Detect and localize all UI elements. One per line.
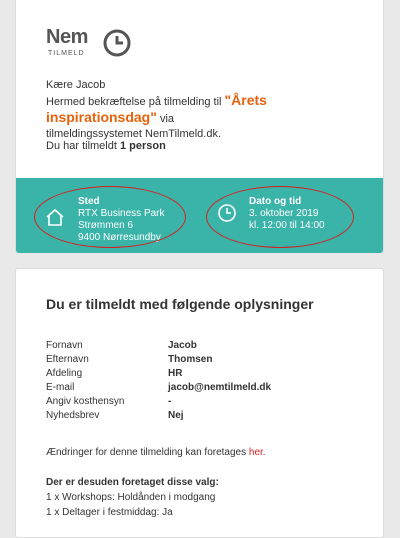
salutation: Kære Jacob — [46, 79, 106, 91]
row-value: Thomsen — [168, 354, 213, 365]
logo-sub: TILMELD — [48, 50, 85, 57]
row-key: E-mail — [46, 382, 75, 393]
details-card — [15, 268, 384, 538]
extra-heading: Der er desuden foretaget disse valg: — [46, 477, 219, 488]
row-value: jacob@nemtilmeld.dk — [168, 382, 272, 393]
table-row — [46, 367, 271, 381]
table-row — [46, 409, 271, 423]
row-key: Nyhedsbrev — [46, 410, 100, 421]
row-value: Jacob — [168, 340, 197, 351]
extra-choice: 1 x Deltager i festmiddag: Ja — [46, 507, 173, 518]
row-key: Afdeling — [46, 368, 83, 379]
row-key: Efternavn — [46, 354, 89, 365]
details-heading: Du er tilmeldt med følgende oplysninger — [46, 296, 314, 312]
system-line: tilmeldingssystemet NemTilmeld.dk. — [46, 128, 222, 140]
date-label: Dato og tid — [249, 196, 302, 207]
place-label: Sted — [78, 196, 100, 207]
changes-link[interactable]: her. — [248, 447, 266, 458]
event-info-bar — [16, 178, 383, 253]
clock-logo-icon — [102, 28, 132, 58]
highlight-ring-place — [34, 186, 186, 248]
date-line1: 3. oktober 2019 — [249, 208, 319, 219]
greeting-text — [46, 78, 376, 142]
registered-line — [46, 140, 166, 152]
row-key: Fornavn — [46, 340, 83, 351]
registered-prefix: Du har tilmeldt — [46, 140, 117, 152]
table-row — [46, 353, 271, 367]
table-row — [46, 395, 271, 409]
extra-choices — [46, 475, 219, 520]
event-name: "Årets inspirationsdag" — [46, 92, 267, 125]
date-line2: kl. 12:00 til 14:00 — [249, 220, 325, 231]
registered-count: 1 person — [119, 140, 166, 152]
confirm-suffix: via — [159, 113, 174, 125]
changes-text: Ændringer for denne tilmelding kan foretages — [46, 447, 247, 458]
table-row — [46, 381, 271, 395]
logo-name: Nem — [46, 26, 88, 48]
row-value: HR — [168, 368, 183, 379]
confirmation-card — [15, 0, 384, 253]
confirm-line — [46, 93, 376, 127]
place-line2: Strømmen 6 — [78, 220, 134, 231]
row-value: - — [168, 396, 172, 407]
row-value: Nej — [168, 410, 184, 421]
place-line3: 9400 Nørresundby — [78, 232, 161, 243]
nemtilmeld-logo — [46, 24, 136, 64]
details-table — [46, 339, 271, 423]
place-line1: RTX Business Park — [78, 208, 165, 219]
confirm-prefix: Hermed bekræftelse på tilmelding til — [46, 96, 222, 108]
row-key: Angiv kosthensyn — [46, 396, 125, 407]
changes-line — [46, 447, 266, 458]
extra-choice: 1 x Workshops: Holdånden i modgang — [46, 492, 216, 503]
table-row — [46, 339, 271, 353]
highlight-ring-date — [206, 186, 354, 248]
